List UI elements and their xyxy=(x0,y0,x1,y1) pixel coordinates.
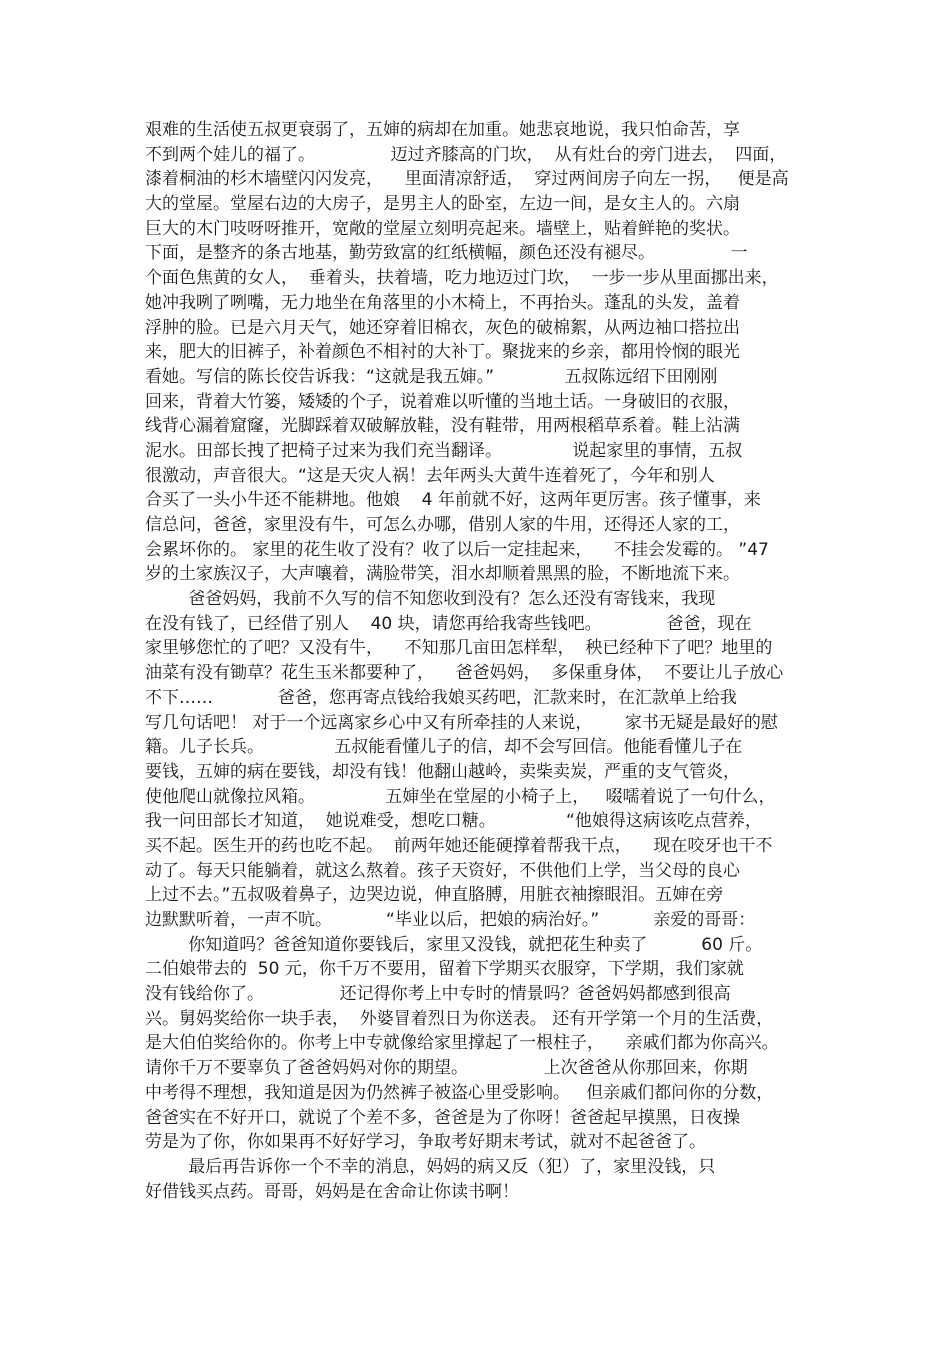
text-line: 回来，背着大竹篓，矮矮的个子，说着难以听懂的当地土话。一身破旧的衣服， xyxy=(145,391,740,412)
text-line: 信总问，爸爸，家里没有牛，可怎么办哪，借别人家的牛用，还得还人家的工， xyxy=(145,515,740,535)
document-body xyxy=(145,118,825,1204)
text-line: 来，肥大的旧裤子，补着颜色不相衬的大补丁。聚拢来的乡亲，都用怜悯的眼光 xyxy=(145,342,740,363)
text-line: 不下…… 爸爸，您再寄点钱给我娘买药吧，汇款来时，在汇款单上给我 xyxy=(145,687,737,708)
text-line: 使他爬山就像拉风箱。 五婶坐在堂屋的小椅子上， 啜嚅着说了一句什么， xyxy=(145,786,776,807)
text-line: 合买了一头小牛还不能耕地。他娘 4 年前就不好，这两年更厉害。孩子懂事，来 xyxy=(145,490,761,511)
text-line: 最后再告诉你一个不幸的消息，妈妈的病又反（犯）了，家里没钱，只 xyxy=(145,1156,716,1177)
text-line: 线背心漏着窟窿，光脚踩着双破解放鞋，没有鞋带，用两根稻草系着。鞋上沾满 xyxy=(145,416,740,437)
text-line: 籍。儿子长兵。 五叔能看懂儿子的信，却不会写回信。他能看懂儿子在 xyxy=(145,737,743,758)
text-line: 中考得不理想，我知道是因为仍然裤子被盗心里受影响。 但亲戚们都问你的分数， xyxy=(145,1082,774,1103)
text-line: 没有钱给你了。 还记得你考上中专时的情景吗？爸爸妈妈都感到很高 xyxy=(145,984,731,1005)
text-line: 是大伯伯奖给你的。你考上中专就像给家里撑起了一根柱子， 亲戚们都为你高兴。 xyxy=(145,1033,779,1054)
text-line: 艰难的生活使五叔更衰弱了，五婶的病却在加重。她悲哀地说，我只怕命苦，享 xyxy=(145,120,740,140)
text-line: 在没有钱了，已经借了别人 40 块，请您再给我寄些钱吧。 爸爸，现在 xyxy=(145,613,752,634)
text-line: 我一问田部长才知道， 她说难受，想吃口糖。 “他娘得这病该吃点营养， xyxy=(145,811,762,832)
text-line: 泥水。田部长拽了把椅子过来为我们充当翻译。 说起家里的事情，五叔 xyxy=(145,440,743,461)
text-line: 请你千万不要辜负了爸爸妈妈对你的期望。 上次爸爸从你那回来，你期 xyxy=(145,1058,748,1079)
text-line: 好借钱买点药。哥哥，妈妈是在舍命让你读书啊！ xyxy=(145,1181,519,1202)
text-line: 兴。舅妈奖给你一块手表， 外婆冒着烈日为你送表。 还有开学第一个月的生活费， xyxy=(145,1008,774,1029)
text-line: 很激动，声音很大。“这是天灾人祸！去年两头大黄牛连着死了，今年和别人 xyxy=(145,465,715,486)
text-line: 要钱，五婶的病在要钱，却没有钱！他翻山越岭，卖柴卖炭，严重的支气管炎， xyxy=(145,761,740,782)
text-line: 二伯娘带去的 50 元，你千万不要用，留着下学期买衣服穿，下学期，我们家就 xyxy=(145,959,744,980)
text-line: 买不起。医生开的药也吃不起。 前两年她还能硬撑着帮我干点， 现在咬牙也干不 xyxy=(145,835,773,856)
text-line: 岁的土家族汉子，大声嚷着，满脸带笑，泪水却顺着黑黑的脸，不断地流下来。 xyxy=(145,564,740,585)
text-line: 爸爸妈妈，我前不久写的信不知您收到没有？怎么还没有寄钱来，我现 xyxy=(145,589,716,610)
text-line: 边默默听着，一声不吭。 “毕业以后，把娘的病治好。” 亲爱的哥哥： xyxy=(145,910,756,930)
text-line: 家里够您忙的了吧？又没有牛， 不知那几亩田怎样犁， 秧已经种下了吧？地里的 xyxy=(145,638,773,659)
text-line: 会累坏你的。 家里的花生收了没有？收了以后一定挂起来， 不挂会发霉的。 ”47 xyxy=(145,539,769,560)
text-line: 下面，是整齐的条古地基，勤劳致富的红纸横幅，颜色还没有褪尽。 一 xyxy=(145,243,748,264)
text-line: 写几句话吧！ 对于一个远离家乡心中又有所牵挂的人来说， 家书无疑是最好的慰 xyxy=(145,712,778,733)
text-line: 她冲我咧了咧嘴，无力地坐在角落里的小木椅上，不再抬头。蓬乱的头发，盖着 xyxy=(145,292,740,313)
text-line: 看她。写信的陈长佼告诉我：“这就是我五婶。” 五叔陈远绍下田刚刚 xyxy=(145,366,718,387)
text-line: 油菜有没有锄草？花生玉米都要种了， 爸爸妈妈， 多保重身体， 不要让儿子放心 xyxy=(145,663,784,684)
text-line: 你知道吗？爸爸知道你要钱后，家里又没钱，就把花生种卖了 60 斤。 xyxy=(145,934,763,955)
text-line: 动了。每天只能躺着，就这么熬着。孩子天资好，不供他们上学，当父母的良心 xyxy=(145,860,740,881)
text-line: 个面色焦黄的女人， 垂着头，扶着墙，吃力地迈过门坎， 一步一步从里面挪出来， xyxy=(145,268,779,289)
text-line: 巨大的木门吱呀呀推开，宽敞的堂屋立刻明亮起来。墙壁上，贴着鲜艳的奖状。 xyxy=(145,218,740,239)
text-line: 不到两个娃儿的福了。 迈过齐膝高的门坎， 从有灶台的旁门进去， 四面， xyxy=(145,144,787,165)
text-line: 爸爸实在不好开口，就说了个差不多，爸爸是为了你呀！爸爸起早摸黑，日夜操 xyxy=(145,1107,740,1128)
text-line: 浮肿的脸。已是六月天气，她还穿着旧棉衣，灰色的破棉絮，从两边袖口搭拉出 xyxy=(145,317,740,338)
text-line: 漆着桐油的杉木墙壁闪闪发亮， 里面清凉舒适， 穿过两间房子向左一拐， 便是高 xyxy=(145,169,789,190)
text-line: 劳是为了你，你如果再不好好学习，争取考好期末考试，就对不起爸爸了。 xyxy=(145,1132,706,1153)
text-line: 上过不去。”五叔吸着鼻子，边哭边说，伸直胳膊，用脏衣袖擦眼泪。五婶在旁 xyxy=(145,885,724,906)
text-line: 大的堂屋。堂屋右边的大房子，是男主人的卧室，左边一间，是女主人的。六扇 xyxy=(145,194,740,215)
